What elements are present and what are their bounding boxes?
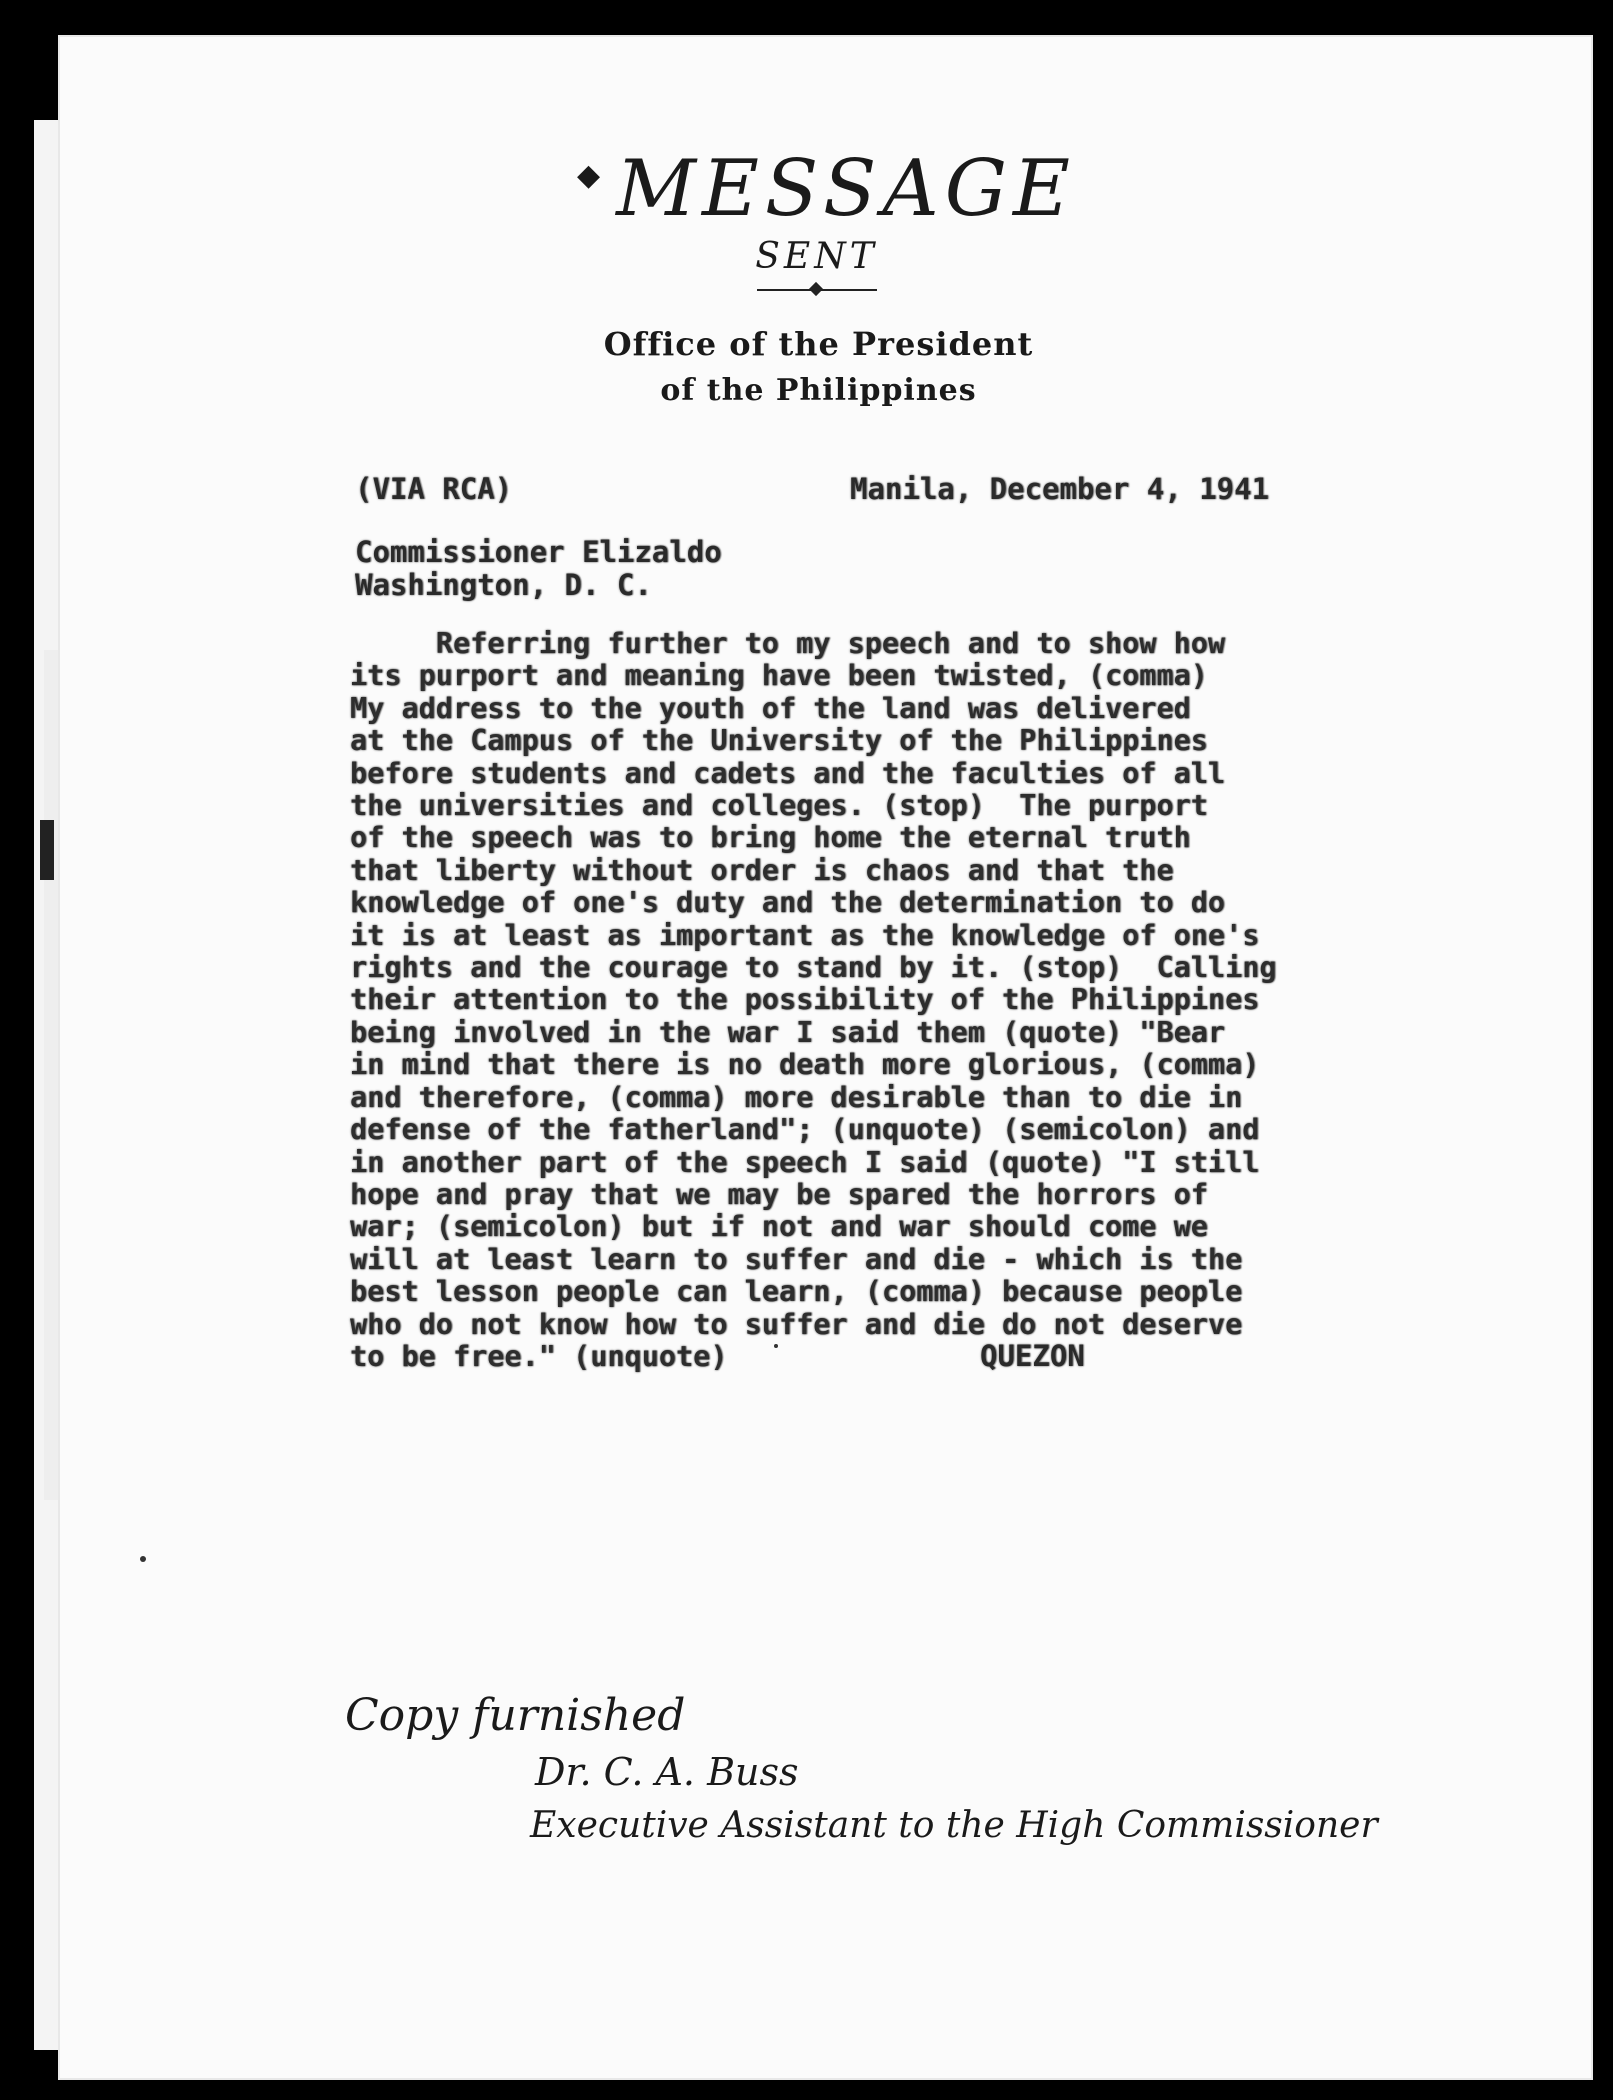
body-line: at the Campus of the University of the Philippines <box>350 724 1208 758</box>
body-line: in mind that there is no death more glorious, (comma) <box>350 1048 1260 1082</box>
body-line: My address to the youth of the land was delivered <box>350 691 1191 725</box>
scan-speck <box>774 1344 778 1348</box>
scan-speck <box>140 1556 146 1562</box>
addressee-location: Washington, D. C. <box>355 568 652 602</box>
body-line: will at least learn to suffer and die - which is the <box>350 1242 1243 1276</box>
body-line: the universities and colleges. (stop) The purport <box>350 789 1208 823</box>
body-line: best lesson people can learn, (comma) because people <box>350 1275 1243 1309</box>
body-line: Referring further to my speech and to show how <box>350 627 1226 660</box>
office-line-2: of the Philippines <box>660 373 977 408</box>
handwritten-note-line-1: Copy furnished <box>345 1690 686 1741</box>
body-line: knowledge of one's duty and the determination to do <box>350 886 1226 920</box>
body-line: to be free." (unquote) <box>350 1339 728 1373</box>
signature: QUEZON <box>980 1339 1085 1373</box>
message-body <box>350 628 1370 1373</box>
office-line-1: Office of the President <box>603 325 1034 363</box>
body-line: hope and pray that we may be spared the horrors of <box>350 1177 1208 1211</box>
letterhead <box>0 144 1613 408</box>
body-line: before students and cadets and the faculties of all <box>350 756 1226 790</box>
body-line: war; (semicolon) but if not and war should come we <box>350 1210 1208 1244</box>
binding-mark <box>40 820 54 880</box>
addressee-name: Commissioner Elizaldo <box>355 535 722 569</box>
letterhead-subtitle: SENT <box>755 236 878 277</box>
handwritten-note-line-3: Executive Assistant to the High Commissioner <box>530 1805 1378 1846</box>
body-line: of the speech was to bring home the eternal truth <box>350 821 1191 855</box>
body-line: being involved in the war I said them (quote) "Bear <box>350 1015 1226 1049</box>
handwritten-note-line-2: Dr. C. A. Buss <box>535 1750 799 1794</box>
via-line: (VIA RCA) <box>355 472 513 506</box>
body-line: defense of the fatherland"; (unquote) (semicolon) and <box>350 1113 1260 1147</box>
body-line: it is at least as important as the knowledge of one's <box>350 918 1260 952</box>
letterhead-title <box>20 144 1613 234</box>
body-line: their attention to the possibility of the Philippines <box>350 983 1260 1017</box>
ornament-divider <box>757 289 877 291</box>
body-line: in another part of the speech I said (quote) "I still <box>350 1145 1260 1179</box>
body-line: that liberty without order is chaos and that the <box>350 853 1174 887</box>
body-line: its purport and meaning have been twisted, (comma) <box>350 659 1208 693</box>
letterhead-title-text: MESSAGE <box>616 144 1076 234</box>
ink-dot-icon: ◆ <box>577 158 607 193</box>
body-line: who do not know how to suffer and die do not deserve <box>350 1307 1243 1341</box>
date-line: Manila, December 4, 1941 <box>850 472 1270 506</box>
body-line: rights and the courage to stand by it. (stop) Calling <box>350 951 1277 985</box>
body-line: and therefore, (comma) more desirable than to die in <box>350 1080 1243 1114</box>
